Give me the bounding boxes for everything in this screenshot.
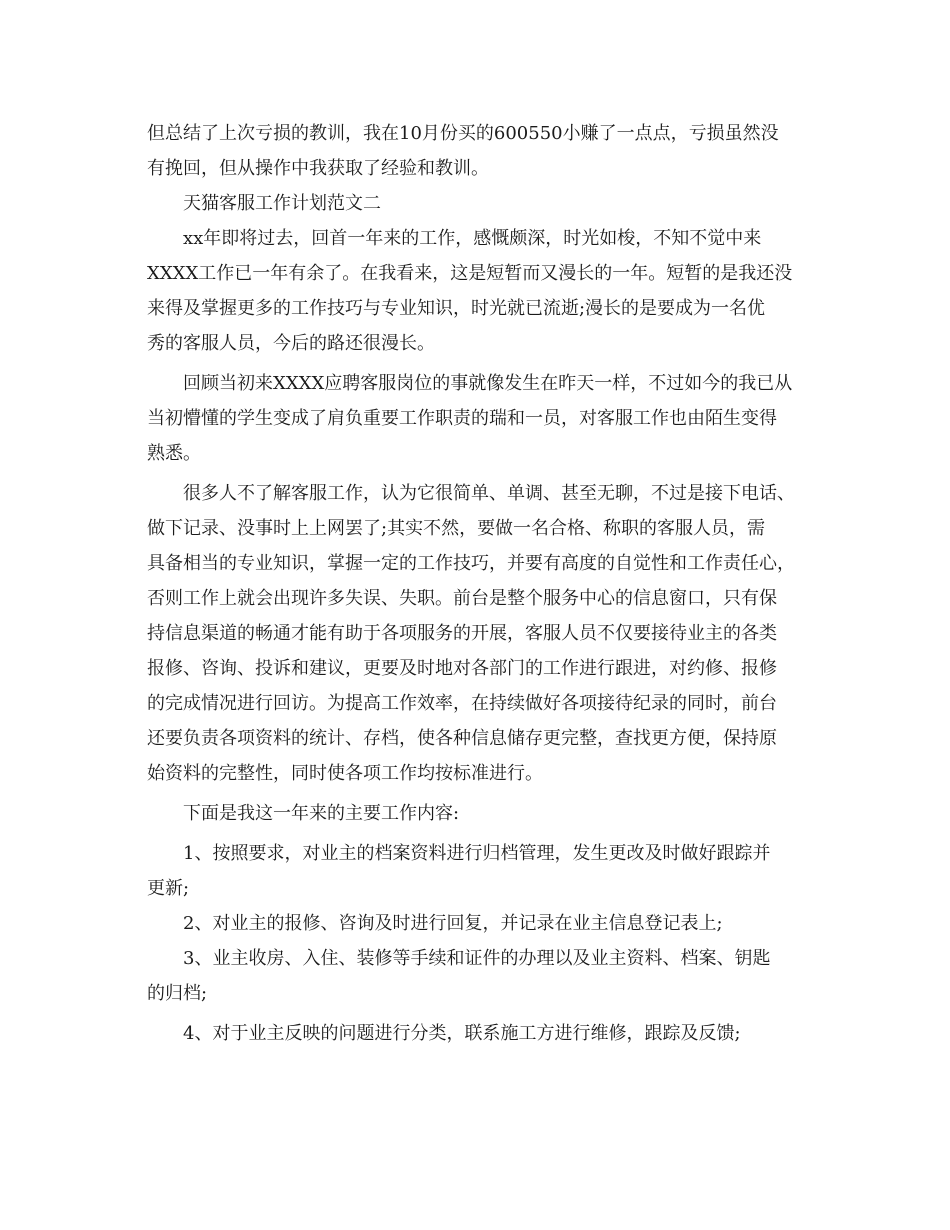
- text-line: 做下记录、没事时上上网罢了;其实不然，要做一名合格、称职的客服人员，需: [147, 518, 766, 539]
- list-item: 4、对于业主反映的问题进行分类，联系施工方进行维修，跟踪及反馈;: [183, 1023, 741, 1044]
- text-line: 当初懵懂的学生变成了肩负重要工作职责的瑞和一员，对客服工作也由陌生变得: [147, 408, 777, 429]
- text-line: 来得及掌握更多的工作技巧与专业知识，时光就已流逝;漫长的是要成为一名优: [147, 298, 766, 319]
- text-line: 但总结了上次亏损的教训，我在10月份买的600550小赚了一点点，亏损虽然没: [147, 123, 779, 144]
- text-line: 具备相当的专业知识，掌握一定的工作技巧，并要有高度的自觉性和工作责任心，: [147, 553, 795, 574]
- text-line: 始资料的完整性，同时使各项工作均按标准进行。: [147, 763, 543, 784]
- text-line: 持信息渠道的畅通才能有助于各项服务的开展，客服人员不仅要接待业主的各类: [147, 623, 777, 644]
- text-line: 秀的客服人员，今后的路还很漫长。: [147, 333, 435, 354]
- list-item: 1、按照要求，对业主的档案资料进行归档管理，发生更改及时做好跟踪并: [183, 843, 771, 864]
- text-line: xx年即将过去，回首一年来的工作，感慨颇深，时光如梭，不知不觉中来: [183, 228, 762, 249]
- list-item: 的归档;: [147, 983, 208, 1004]
- text-line: 报修、咨询、投诉和建议，更要及时地对各部门的工作进行跟进，对约修、报修: [147, 658, 777, 679]
- text-line: 有挽回，但从操作中我获取了经验和教训。: [147, 158, 489, 179]
- text-line: 熟悉。: [147, 443, 201, 464]
- text-line: 否则工作上就会出现许多失误、失职。前台是整个服务中心的信息窗口，只有保: [147, 588, 777, 609]
- list-item: 3、业主收房、入住、装修等手续和证件的办理以及业主资料、档案、钥匙: [183, 948, 771, 969]
- text-line: 回顾当初来XXXX应聘客服岗位的事就像发生在昨天一样，不过如今的我已从: [183, 373, 793, 394]
- text-line: 下面是我这一年来的主要工作内容:: [183, 803, 460, 824]
- text-line: 很多人不了解客服工作，认为它很简单、单调、甚至无聊，不过是接下电话、: [183, 483, 795, 504]
- text-line: 还要负责各项资料的统计、存档，使各种信息储存更完整，查找更方便，保持原: [147, 728, 777, 749]
- text-line: XXXX工作已一年有余了。在我看来，这是短暂而又漫长的一年。短暂的是我还没: [147, 263, 793, 284]
- list-item: 2、对业主的报修、咨询及时进行回复，并记录在业主信息登记表上;: [183, 913, 723, 934]
- list-item: 更新;: [147, 878, 190, 899]
- section-heading: 天猫客服工作计划范文二: [183, 193, 381, 214]
- text-line: 的完成情况进行回访。为提高工作效率，在持续做好各项接待纪录的同时，前台: [147, 693, 777, 714]
